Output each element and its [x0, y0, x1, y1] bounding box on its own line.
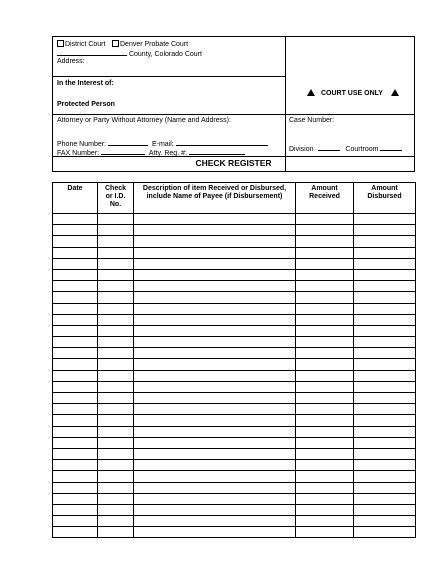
- amount-disbursed-cell[interactable]: [354, 269, 416, 280]
- table-row: [53, 504, 416, 515]
- description-cell[interactable]: [134, 225, 296, 236]
- amount-disbursed-cell[interactable]: [354, 303, 416, 314]
- col-description-header: Description of item Received or Disbursed, include Name of Payee (if Disbursement): [134, 183, 296, 214]
- date-cell[interactable]: [53, 493, 98, 504]
- form-title: CHECK REGISTER: [195, 158, 272, 168]
- check-id-cell[interactable]: [98, 471, 134, 482]
- description-cell[interactable]: [134, 337, 296, 348]
- email-field[interactable]: [176, 139, 268, 146]
- description-cell[interactable]: [134, 258, 296, 269]
- fax-line: [57, 148, 245, 158]
- date-cell[interactable]: [53, 348, 98, 359]
- amount-disbursed-cell[interactable]: [354, 236, 416, 247]
- date-cell[interactable]: [53, 292, 98, 303]
- date-cell[interactable]: [53, 504, 98, 515]
- amount-disbursed-cell[interactable]: [354, 348, 416, 359]
- col-amount-disbursed-header: [354, 183, 416, 214]
- amount-disbursed-cell[interactable]: [354, 292, 416, 303]
- check-id-cell[interactable]: [98, 236, 134, 247]
- check-id-cell[interactable]: [98, 292, 134, 303]
- table-row: [53, 482, 416, 493]
- table-row: [53, 214, 416, 225]
- description-cell[interactable]: [134, 348, 296, 359]
- amount-received-cell[interactable]: [296, 247, 354, 258]
- amount-received-cell[interactable]: [296, 281, 354, 292]
- amount-received-cell[interactable]: [296, 359, 354, 370]
- amount-disbursed-cell[interactable]: [354, 359, 416, 370]
- amount-disbursed-cell[interactable]: [354, 437, 416, 448]
- county-blank[interactable]: [57, 49, 127, 56]
- probate-court-checkbox[interactable]: [112, 40, 119, 47]
- district-court-label: District Court: [65, 41, 106, 48]
- district-court-checkbox[interactable]: [57, 40, 64, 47]
- amount-received-cell[interactable]: [296, 370, 354, 381]
- amount-received-cell[interactable]: [296, 303, 354, 314]
- atty-reg-label: Atty. Reg. #:: [148, 150, 187, 157]
- amount-disbursed-cell[interactable]: [354, 393, 416, 404]
- phone-label: Phone Number:: [57, 141, 107, 148]
- courtroom-label: Courtroom: [345, 146, 379, 153]
- check-id-cell[interactable]: [98, 370, 134, 381]
- table-row: [53, 393, 416, 404]
- date-cell[interactable]: [53, 314, 98, 325]
- date-cell[interactable]: [53, 325, 98, 336]
- amount-disbursed-cell[interactable]: [354, 214, 416, 225]
- amount-received-cell[interactable]: [296, 381, 354, 392]
- fax-field[interactable]: [101, 148, 145, 155]
- description-cell[interactable]: [134, 325, 296, 336]
- amount-received-cell[interactable]: [296, 437, 354, 448]
- amount-disbursed-cell[interactable]: [354, 482, 416, 493]
- table-row: [53, 325, 416, 336]
- date-cell[interactable]: [53, 303, 98, 314]
- caption-row-divider-1: [52, 76, 285, 77]
- check-id-cell[interactable]: [98, 516, 134, 527]
- date-cell[interactable]: [53, 516, 98, 527]
- col-check-id-label: Check or I.D. No.: [104, 185, 126, 208]
- table-row: [53, 269, 416, 280]
- amount-received-cell[interactable]: [296, 493, 354, 504]
- register-body: [53, 214, 416, 538]
- check-id-cell[interactable]: [98, 504, 134, 515]
- date-cell[interactable]: [53, 482, 98, 493]
- amount-received-cell[interactable]: [296, 415, 354, 426]
- amount-received-cell[interactable]: [296, 325, 354, 336]
- date-cell[interactable]: [53, 225, 98, 236]
- amount-disbursed-cell[interactable]: [354, 448, 416, 459]
- amount-disbursed-cell[interactable]: [354, 516, 416, 527]
- division-line: [289, 144, 402, 154]
- amount-disbursed-cell[interactable]: [354, 225, 416, 236]
- amount-disbursed-cell[interactable]: [354, 258, 416, 269]
- check-id-cell[interactable]: [98, 482, 134, 493]
- description-cell[interactable]: [134, 527, 296, 538]
- date-cell[interactable]: [53, 214, 98, 225]
- col-amount-received-header: [296, 183, 354, 214]
- probate-court-option[interactable]: [112, 40, 188, 49]
- division-field[interactable]: [318, 144, 340, 151]
- check-id-cell[interactable]: [98, 258, 134, 269]
- date-cell[interactable]: [53, 393, 98, 404]
- table-row: [53, 281, 416, 292]
- courtroom-field[interactable]: [380, 144, 402, 151]
- table-header-row: [53, 183, 416, 214]
- table-row: [53, 516, 416, 527]
- amount-disbursed-cell[interactable]: [354, 325, 416, 336]
- amount-disbursed-cell[interactable]: [354, 247, 416, 258]
- description-cell[interactable]: [134, 426, 296, 437]
- table-row: [53, 236, 416, 247]
- date-cell[interactable]: [53, 404, 98, 415]
- check-id-cell[interactable]: [98, 314, 134, 325]
- description-cell[interactable]: [134, 370, 296, 381]
- court-use-only: [307, 89, 399, 98]
- amount-disbursed-cell[interactable]: [354, 314, 416, 325]
- table-row: [53, 527, 416, 538]
- amount-received-cell[interactable]: [296, 482, 354, 493]
- amount-received-cell[interactable]: [296, 504, 354, 515]
- date-cell[interactable]: [53, 381, 98, 392]
- amount-disbursed-cell[interactable]: [354, 471, 416, 482]
- phone-field[interactable]: [108, 139, 148, 146]
- date-cell[interactable]: [53, 247, 98, 258]
- check-id-cell[interactable]: [98, 325, 134, 336]
- amount-received-cell[interactable]: [296, 269, 354, 280]
- description-cell[interactable]: [134, 269, 296, 280]
- fax-label: FAX Number:: [57, 150, 100, 157]
- amount-received-cell[interactable]: [296, 348, 354, 359]
- amount-received-cell[interactable]: [296, 337, 354, 348]
- email-label: E-mail:: [151, 141, 174, 148]
- amount-received-cell[interactable]: [296, 225, 354, 236]
- col-disbursed-label: Amount Disbursed: [367, 185, 402, 200]
- amount-received-cell[interactable]: [296, 292, 354, 303]
- amount-received-cell[interactable]: [296, 527, 354, 538]
- amount-disbursed-cell[interactable]: [354, 404, 416, 415]
- check-register-table: [52, 182, 416, 538]
- case-number-label: Case Number:: [289, 117, 335, 124]
- date-cell[interactable]: [53, 258, 98, 269]
- caption-divider: [285, 36, 286, 172]
- caption-row-divider-2: [52, 114, 415, 115]
- description-cell[interactable]: [134, 404, 296, 415]
- table-row: [53, 404, 416, 415]
- table-row: [53, 292, 416, 303]
- table-row: [53, 359, 416, 370]
- check-id-cell[interactable]: [98, 225, 134, 236]
- date-cell[interactable]: [53, 337, 98, 348]
- table-row: [53, 314, 416, 325]
- amount-disbursed-cell[interactable]: [354, 381, 416, 392]
- amount-disbursed-cell[interactable]: [354, 426, 416, 437]
- check-id-cell[interactable]: [98, 281, 134, 292]
- protected-person-label: Protected Person: [57, 101, 115, 108]
- table-row: [53, 448, 416, 459]
- table-row: [53, 370, 416, 381]
- table-row: [53, 348, 416, 359]
- attorney-label: Attorney or Party Without Attorney (Name and Address):: [57, 117, 231, 124]
- amount-received-cell[interactable]: [296, 460, 354, 471]
- date-cell[interactable]: [53, 527, 98, 538]
- description-cell[interactable]: [134, 437, 296, 448]
- amount-received-cell[interactable]: [296, 258, 354, 269]
- table-row: [53, 258, 416, 269]
- check-id-cell[interactable]: [98, 359, 134, 370]
- amount-received-cell[interactable]: [296, 404, 354, 415]
- col-check-id-header: [98, 183, 134, 214]
- description-cell[interactable]: [134, 504, 296, 515]
- description-cell[interactable]: [134, 303, 296, 314]
- description-cell[interactable]: [134, 482, 296, 493]
- check-id-cell[interactable]: [98, 460, 134, 471]
- table-row: [53, 471, 416, 482]
- check-id-cell[interactable]: [98, 404, 134, 415]
- description-cell[interactable]: [134, 393, 296, 404]
- date-cell[interactable]: [53, 359, 98, 370]
- check-id-cell[interactable]: [98, 437, 134, 448]
- amount-received-cell[interactable]: [296, 393, 354, 404]
- table-row: [53, 225, 416, 236]
- amount-disbursed-cell[interactable]: [354, 460, 416, 471]
- table-row: [53, 303, 416, 314]
- table-row: [53, 460, 416, 471]
- description-cell[interactable]: [134, 415, 296, 426]
- table-row: [53, 493, 416, 504]
- check-id-cell[interactable]: [98, 527, 134, 538]
- check-id-cell[interactable]: [98, 303, 134, 314]
- division-label: Division: [289, 146, 314, 153]
- table-row: [53, 426, 416, 437]
- check-id-cell[interactable]: [98, 381, 134, 392]
- description-cell[interactable]: [134, 247, 296, 258]
- col-received-label: Amount Received: [309, 185, 340, 200]
- amount-received-cell[interactable]: [296, 471, 354, 482]
- amount-received-cell[interactable]: [296, 314, 354, 325]
- up-triangle-icon: [307, 89, 315, 96]
- check-id-cell[interactable]: [98, 426, 134, 437]
- amount-disbursed-cell[interactable]: [354, 527, 416, 538]
- date-cell[interactable]: [53, 415, 98, 426]
- date-cell[interactable]: [53, 471, 98, 482]
- amount-disbursed-cell[interactable]: [354, 504, 416, 515]
- check-id-cell[interactable]: [98, 214, 134, 225]
- check-id-cell[interactable]: [98, 393, 134, 404]
- date-cell[interactable]: [53, 370, 98, 381]
- check-id-cell[interactable]: [98, 415, 134, 426]
- check-id-cell[interactable]: [98, 269, 134, 280]
- date-cell[interactable]: [53, 448, 98, 459]
- check-id-cell[interactable]: [98, 348, 134, 359]
- date-cell[interactable]: [53, 269, 98, 280]
- description-cell[interactable]: [134, 214, 296, 225]
- description-cell[interactable]: [134, 493, 296, 504]
- table-row: [53, 381, 416, 392]
- amount-disbursed-cell[interactable]: [354, 281, 416, 292]
- amount-disbursed-cell[interactable]: [354, 493, 416, 504]
- description-cell[interactable]: [134, 236, 296, 247]
- probate-court-label: Denver Probate Court: [120, 41, 189, 48]
- up-triangle-icon: [391, 89, 399, 96]
- amount-received-cell[interactable]: [296, 236, 354, 247]
- county-label: County, Colorado Court: [128, 51, 202, 58]
- description-cell[interactable]: [134, 448, 296, 459]
- amount-disbursed-cell[interactable]: [354, 337, 416, 348]
- date-cell[interactable]: [53, 460, 98, 471]
- amount-received-cell[interactable]: [296, 448, 354, 459]
- district-court-option[interactable]: [57, 40, 105, 49]
- court-use-label: COURT USE ONLY: [320, 90, 383, 97]
- description-cell[interactable]: [134, 292, 296, 303]
- description-cell[interactable]: [134, 516, 296, 527]
- atty-reg-field[interactable]: [189, 148, 245, 155]
- date-cell[interactable]: [53, 437, 98, 448]
- description-cell[interactable]: [134, 460, 296, 471]
- check-id-cell[interactable]: [98, 448, 134, 459]
- amount-received-cell[interactable]: [296, 214, 354, 225]
- date-cell[interactable]: [53, 281, 98, 292]
- table-row: [53, 437, 416, 448]
- check-id-cell[interactable]: [98, 493, 134, 504]
- amount-disbursed-cell[interactable]: [354, 415, 416, 426]
- description-cell[interactable]: [134, 314, 296, 325]
- amount-received-cell[interactable]: [296, 426, 354, 437]
- date-cell[interactable]: [53, 426, 98, 437]
- table-row: [53, 247, 416, 258]
- check-id-cell[interactable]: [98, 337, 134, 348]
- description-cell[interactable]: [134, 281, 296, 292]
- table-row: [53, 415, 416, 426]
- amount-disbursed-cell[interactable]: [354, 370, 416, 381]
- table-row: [53, 337, 416, 348]
- description-cell[interactable]: [134, 471, 296, 482]
- interest-label: In the Interest of:: [57, 80, 114, 87]
- col-date-header: Date: [53, 183, 98, 214]
- check-id-cell[interactable]: [98, 247, 134, 258]
- description-cell[interactable]: [134, 359, 296, 370]
- description-cell[interactable]: [134, 381, 296, 392]
- date-cell[interactable]: [53, 236, 98, 247]
- amount-received-cell[interactable]: [296, 516, 354, 527]
- address-label: Address:: [57, 58, 85, 65]
